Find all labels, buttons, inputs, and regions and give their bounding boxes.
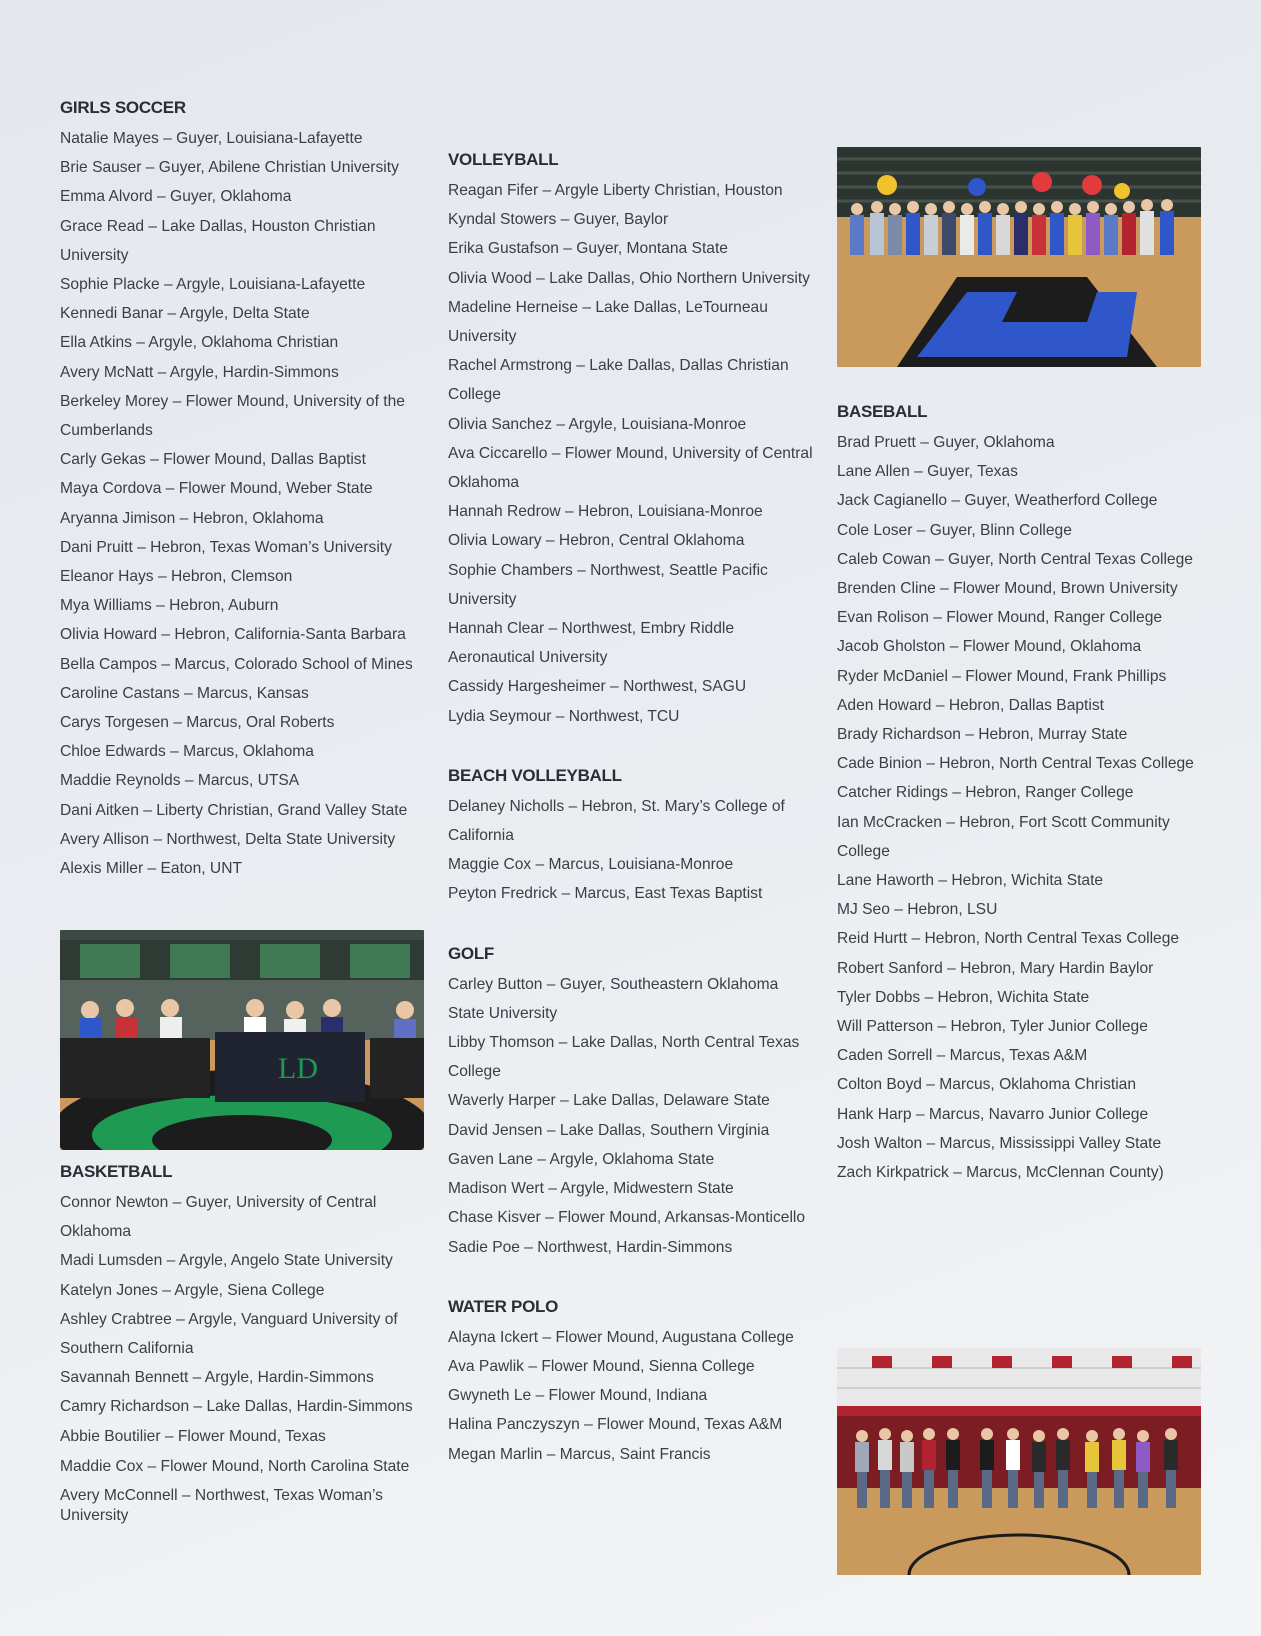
girls-soccer-entry: Berkeley Morey – Flower Mound, University of the Cumberlands — [60, 392, 405, 440]
volleyball-entry: Rachel Armstrong – Lake Dallas, Dallas Christian College — [448, 357, 789, 404]
baseball-entry: Caden Sorrell – Marcus, Texas A&M — [837, 1047, 1088, 1065]
basketball-entry: Avery McConnell – Northwest, Texas Woman’s University — [60, 1486, 383, 1524]
girls-soccer-entry: Caroline Castans – Marcus, Kansas — [60, 684, 309, 702]
basketball-entry: Maddie Cox – Flower Mound, North Carolina State — [60, 1457, 410, 1475]
volleyball-entry: Ava Ciccarello – Flower Mound, University of Central Oklahoma — [448, 444, 813, 492]
girls-soccer-entry: Eleanor Hays – Hebron, Clemson — [60, 568, 293, 586]
girls-soccer-entry: Maya Cordova – Flower Mound, Weber State — [60, 480, 373, 498]
baseball-entry: Brady Richardson – Hebron, Murray State — [837, 726, 1128, 744]
basketball-entry: Katelyn Jones – Argyle, Siena College — [60, 1281, 325, 1299]
volleyball-entry: Hannah Redrow – Hebron, Louisiana-Monroe — [448, 503, 763, 521]
girls-soccer-entry: Brie Sauser – Guyer, Abilene Christian University — [60, 159, 399, 177]
baseball-entry: Cole Loser – Guyer, Blinn College — [837, 521, 1072, 539]
baseball-entry: Zach Kirkpatrick – Marcus, McClennan County) — [837, 1164, 1164, 1182]
golf-entry: Sadie Poe – Northwest, Hardin-Simmons — [448, 1238, 733, 1256]
basketball-entry: Madi Lumsden – Argyle, Angelo State University — [60, 1252, 393, 1270]
baseball-entry: Brad Pruett – Guyer, Oklahoma — [837, 434, 1055, 451]
baseball-entry: Jack Cagianello – Guyer, Weatherford College — [837, 492, 1158, 510]
baseball-entry: MJ Seo – Hebron, LSU — [837, 901, 998, 919]
golf-heading: GOLF — [448, 943, 495, 963]
golf-entry: Libby Thomson – Lake Dallas, North Central Texas College — [448, 1034, 800, 1081]
volleyball-list — [448, 176, 813, 731]
volleyball-entry: Olivia Sanchez – Argyle, Louisiana-Monroe — [448, 415, 747, 433]
volleyball-entry: Reagan Fifer – Argyle Liberty Christian, Houston — [448, 182, 783, 199]
baseball-entry: Aden Howard – Hebron, Dallas Baptist — [837, 696, 1104, 714]
girls-soccer-entry: Dani Aitken – Liberty Christian, Grand Valley State — [60, 801, 408, 819]
girls-soccer-entry: Maddie Reynolds – Marcus, UTSA — [60, 772, 300, 790]
basketball-entry: Savannah Bennett – Argyle, Hardin-Simmons — [60, 1369, 374, 1387]
basketball-entry: Ashley Crabtree – Argyle, Vanguard University of Southern California — [60, 1310, 398, 1358]
volleyball-entry: Hannah Clear – Northwest, Embry Riddle Aeronautical University — [448, 620, 735, 667]
basketball-entry: Camry Richardson – Lake Dallas, Hardin-Simmons — [60, 1398, 413, 1416]
baseball-entry: Evan Rolison – Flower Mound, Ranger College — [837, 609, 1163, 627]
baseball-entry: Ian McCracken – Hebron, Fort Scott Community College — [837, 813, 1170, 860]
girls-soccer-entry: Avery Allison – Northwest, Delta State University — [60, 830, 396, 848]
baseball-heading: BASEBALL — [837, 402, 928, 421]
girls-soccer-entry: Carys Torgesen – Marcus, Oral Roberts — [60, 714, 335, 732]
golf-entry: Chase Kisver – Flower Mound, Arkansas-Monticello — [448, 1209, 806, 1227]
beach-volleyball-entry: Maggie Cox – Marcus, Louisiana-Monroe — [448, 856, 734, 874]
golf-entry: Gaven Lane – Argyle, Oklahoma State — [448, 1150, 715, 1168]
water-polo-entry: Megan Marlin – Marcus, Saint Francis — [448, 1445, 711, 1463]
volleyball-entry: Olivia Wood – Lake Dallas, Ohio Northern University — [448, 269, 810, 287]
girls-soccer-entry: Grace Read – Lake Dallas, Houston Christian University — [60, 217, 376, 264]
girls-soccer-entry: Chloe Edwards – Marcus, Oklahoma — [60, 743, 314, 761]
girls-soccer-entry: Natalie Mayes – Guyer, Louisiana-Lafayette — [60, 130, 363, 147]
baseball-list — [837, 428, 1202, 1187]
girls-soccer-entry: Olivia Howard – Hebron, California-Santa Barbara — [60, 626, 406, 644]
baseball-entry: Catcher Ridings – Hebron, Ranger College — [837, 784, 1134, 802]
golf-entry: Madison Wert – Argyle, Midwestern State — [448, 1180, 734, 1198]
volleyball-entry: Erika Gustafson – Guyer, Montana State — [448, 240, 728, 258]
baseball-entry: Josh Walton – Marcus, Mississippi Valley State — [837, 1134, 1162, 1152]
girls-soccer-entry: Bella Campos – Marcus, Colorado School of Mines — [60, 655, 413, 673]
baseball-entry: Brenden Cline – Flower Mound, Brown University — [837, 580, 1178, 598]
baseball-entry: Reid Hurtt – Hebron, North Central Texas College — [837, 930, 1180, 948]
baseball-entry: Ryder McDaniel – Flower Mound, Frank Phillips — [837, 667, 1167, 685]
water-polo-heading: WATER POLO — [448, 1296, 559, 1316]
baseball-entry: Lane Allen – Guyer, Texas — [837, 463, 1018, 481]
girls-soccer-heading: GIRLS SOCCER — [60, 98, 186, 117]
left-column — [60, 98, 425, 883]
girls-soccer-entry: Aryanna Jimison – Hebron, Oklahoma — [60, 509, 324, 527]
lake-dallas-signing-photo — [60, 930, 424, 1150]
basketball-section — [60, 1162, 425, 1535]
girls-soccer-entry: Kennedi Banar – Argyle, Delta State — [60, 305, 310, 323]
basketball-entry: Connor Newton – Guyer, University of Central Oklahoma — [60, 1194, 377, 1241]
beach-volleyball-entry: Peyton Fredrick – Marcus, East Texas Baptist — [448, 885, 763, 903]
beach-volleyball-heading: BEACH VOLLEYBALL — [448, 765, 622, 785]
basketball-entry: Abbie Boutilier – Flower Mound, Texas — [60, 1427, 326, 1445]
marcus-signing-photo — [837, 1348, 1201, 1575]
baseball-entry: Colton Boyd – Marcus, Oklahoma Christian — [837, 1076, 1137, 1094]
girls-soccer-entry: Ella Atkins – Argyle, Oklahoma Christian — [60, 334, 339, 352]
girls-soccer-entry: Sophie Placke – Argyle, Louisiana-Lafayette — [60, 276, 366, 294]
baseball-entry: Tyler Dobbs – Hebron, Wichita State — [837, 988, 1090, 1006]
volleyball-entry: Lydia Seymour – Northwest, TCU — [448, 707, 680, 725]
baseball-entry: Cade Binion – Hebron, North Central Texas College — [837, 755, 1194, 773]
beach-volleyball-entry: Delaney Nicholls – Hebron, St. Mary’s College of California — [448, 797, 785, 845]
baseball-entry: Robert Sanford – Hebron, Mary Hardin Baylor — [837, 959, 1154, 977]
water-polo-entry: Ava Pawlik – Flower Mound, Sienna College — [448, 1357, 755, 1375]
middle-column — [448, 150, 813, 1469]
baseball-entry: Jacob Gholston – Flower Mound, Oklahoma — [837, 638, 1142, 656]
water-polo-entry: Halina Panczyszyn – Flower Mound, Texas A&M — [448, 1416, 783, 1434]
baseball-entry: Hank Harp – Marcus, Navarro Junior College — [837, 1105, 1149, 1123]
girls-soccer-entry: Alexis Miller – Eaton, UNT — [60, 860, 242, 878]
water-polo-entry: Alayna Ickert – Flower Mound, Augustana College — [448, 1328, 794, 1346]
girls-soccer-entry: Mya Williams – Hebron, Auburn — [60, 597, 279, 615]
golf-entry: David Jensen – Lake Dallas, Southern Virginia — [448, 1121, 770, 1139]
volleyball-entry: Madeline Herneise – Lake Dallas, LeTourneau University — [448, 298, 768, 346]
basketball-list-continued — [60, 1457, 425, 1526]
water-polo-entry: Gwyneth Le – Flower Mound, Indiana — [448, 1387, 708, 1405]
hebron-signing-photo — [837, 147, 1201, 367]
beach-volleyball-list — [448, 792, 813, 909]
girls-soccer-entry: Avery McNatt – Argyle, Hardin-Simmons — [60, 363, 339, 381]
baseball-entry: Lane Haworth – Hebron, Wichita State — [837, 872, 1104, 890]
svg-text:LD: LD — [278, 1052, 318, 1085]
baseball-section — [837, 402, 1202, 1187]
volleyball-entry: Kyndal Stowers – Guyer, Baylor — [448, 211, 669, 229]
volleyball-heading: VOLLEYBALL — [448, 150, 559, 169]
girls-soccer-entry: Dani Pruitt – Hebron, Texas Woman’s University — [60, 538, 392, 556]
girls-soccer-list — [60, 124, 425, 883]
basketball-list — [60, 1188, 425, 1451]
baseball-entry: Caleb Cowan – Guyer, North Central Texas College — [837, 550, 1193, 568]
golf-entry: Carley Button – Guyer, Southeastern Oklahoma State University — [448, 975, 779, 1022]
volleyball-entry: Olivia Lowary – Hebron, Central Oklahoma — [448, 532, 745, 550]
volleyball-entry: Cassidy Hargesheimer – Northwest, SAGU — [448, 678, 747, 696]
girls-soccer-entry: Carly Gekas – Flower Mound, Dallas Baptist — [60, 451, 366, 469]
golf-list — [448, 970, 813, 1262]
volleyball-entry: Sophie Chambers – Northwest, Seattle Pacific University — [448, 561, 768, 608]
golf-entry: Waverly Harper – Lake Dallas, Delaware State — [448, 1092, 770, 1110]
girls-soccer-entry: Emma Alvord – Guyer, Oklahoma — [60, 188, 292, 206]
water-polo-list — [448, 1323, 813, 1469]
baseball-entry: Will Patterson – Hebron, Tyler Junior College — [837, 1018, 1148, 1036]
basketball-heading: BASKETBALL — [60, 1162, 173, 1181]
